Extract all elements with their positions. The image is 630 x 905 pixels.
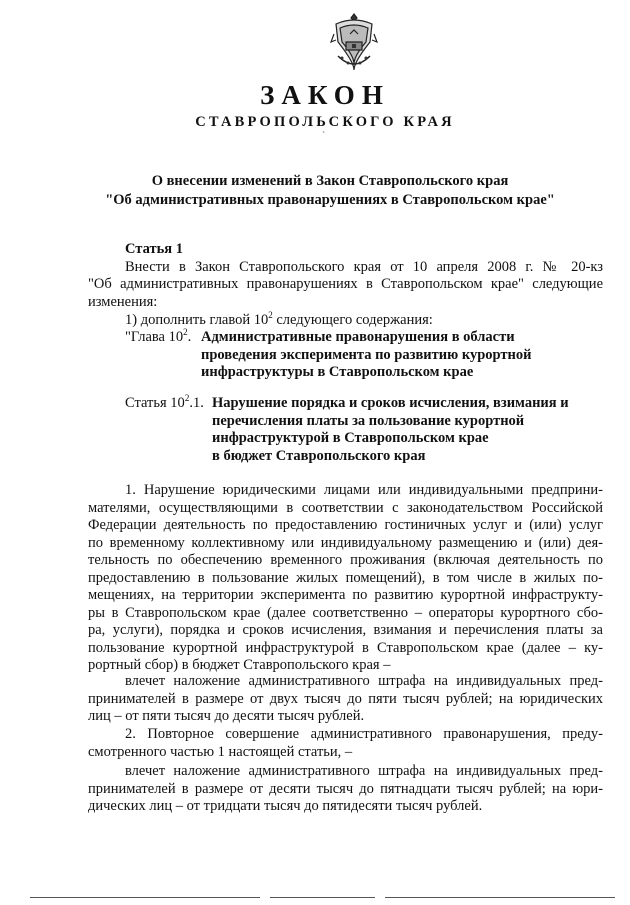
paragraph-line: тельность по обеспечению временного проживания (включая деятельность по [88, 552, 603, 568]
footer-rule [385, 897, 615, 898]
document-heading [60, 172, 600, 210]
chapter-title-line: Административные правонарушения в области [201, 329, 515, 345]
chapter-title-line: инфраструктуры в Ставропольском крае [201, 364, 474, 380]
chapter-sup: 2 [183, 327, 188, 338]
paragraph-line: смотренного частью 1 настоящей статьи, – [88, 743, 353, 760]
paragraph-line: ра, услуги), порядка и сроков исчисления, взимания и перечисления платы за [88, 622, 603, 638]
law-title: ЗАКОН [260, 80, 390, 110]
chapter-title-line: проведения эксперимента по развитию курортной [201, 346, 532, 363]
heading-line-1: О внесении изменений в Закон Ставропольского края [151, 173, 509, 189]
scan-mark: ` [322, 131, 326, 142]
sanction-line: влечет наложение административного штрафа на индивидуальных пред- [125, 763, 603, 779]
footer-rule [30, 897, 260, 898]
law-subtitle: СТАВРОПОЛЬСКОГО КРАЯ [195, 114, 455, 130]
chapter-prefix [125, 329, 191, 347]
article-title-line: в бюджет Ставропольского края [212, 447, 426, 464]
paragraph-line: предоставлению в пользование жилых помещений), в том числе в жилых по- [88, 569, 603, 586]
item1-prefix: 1) дополнить главой 10 [125, 312, 269, 328]
article-title-line: Нарушение порядка и сроков исчисления, взимания и [212, 395, 569, 411]
chapter-prefix-text: "Глава 10 [125, 329, 184, 345]
paragraph-1 [88, 482, 603, 675]
sanction-line: принимателей в размере от двух тысяч до пяти тысяч рублей; на юридических [88, 690, 603, 707]
footer-rule [270, 897, 375, 898]
chapter-title [201, 329, 531, 382]
paragraph-line: 2. Повторное совершение административного правонарушения, преду- [125, 726, 603, 742]
sanction-line: лиц – от пяти тысяч до десяти тысяч рублей. [88, 708, 365, 724]
article1-intro-line-3: изменения: [88, 294, 158, 310]
article1-intro-line-1: Внести в Закон Ставропольского края от 10 апреля 2008 г. № 20-кз [125, 259, 603, 275]
paragraph-line: ры в Ставропольском крае (далее соответственно – операторы курортного сбо- [88, 604, 603, 621]
article-sup: 2 [184, 393, 190, 404]
paragraph-line: 1. Нарушение юридическими лицами или индивидуальными предприни- [125, 482, 603, 498]
sanction-1 [88, 673, 603, 726]
article1-title: Статья 1 [125, 241, 183, 257]
article-prefix-text: Статья 10 [125, 395, 185, 411]
article-title [212, 395, 569, 465]
paragraph-line: пользование курортной инфраструктурой в Ставропольском крае (далее – ку- [88, 639, 603, 656]
article-title-line: инфраструктурой в Ставропольском крае [212, 430, 489, 446]
paragraph-line: по временному коллективному или индивидуальному размещению и (или) дея- [88, 534, 603, 551]
article-title-line: перечисления платы за пользование курортной [212, 412, 525, 429]
paragraph-line: мещениях, на территории эксперимента по развитию курортной инфраструкту- [88, 587, 603, 603]
paragraph-line: Федерации деятельность по предоставлению гостиничных услуг и (или) услуг [88, 517, 603, 533]
article-prefix-end: .1. [189, 395, 204, 411]
sanction-2 [88, 763, 603, 816]
sanction-line: принимателей в размере от десяти тысяч до пятнадцати тысяч рублей; на юри- [88, 780, 603, 797]
item1-suffix: следующего содержания: [272, 312, 433, 328]
paragraph-line: мателями, осуществляющими в соответствии с законодательством Российской [88, 499, 603, 516]
coat-of-arms-emblem [330, 12, 378, 72]
article-prefix [125, 395, 204, 413]
heading-line-2: "Об административных правонарушениях в Ставропольском крае" [105, 192, 555, 208]
sanction-line: влечет наложение административного штрафа на индивидуальных пред- [125, 673, 603, 689]
item1-sup: 2 [268, 310, 273, 321]
paragraph-line: рортный сбор) в бюджет Ставропольского края – [88, 657, 391, 673]
paragraph-2 [88, 726, 603, 761]
sanction-line: дических лиц – от тридцати тысяч до пятидесяти тысяч рублей. [88, 798, 483, 814]
article1-intro-line-2: "Об административных правонарушениях в Ставропольском крае" следующие [88, 276, 603, 292]
item-1 [125, 312, 433, 330]
chapter-prefix-end: . [187, 329, 192, 345]
